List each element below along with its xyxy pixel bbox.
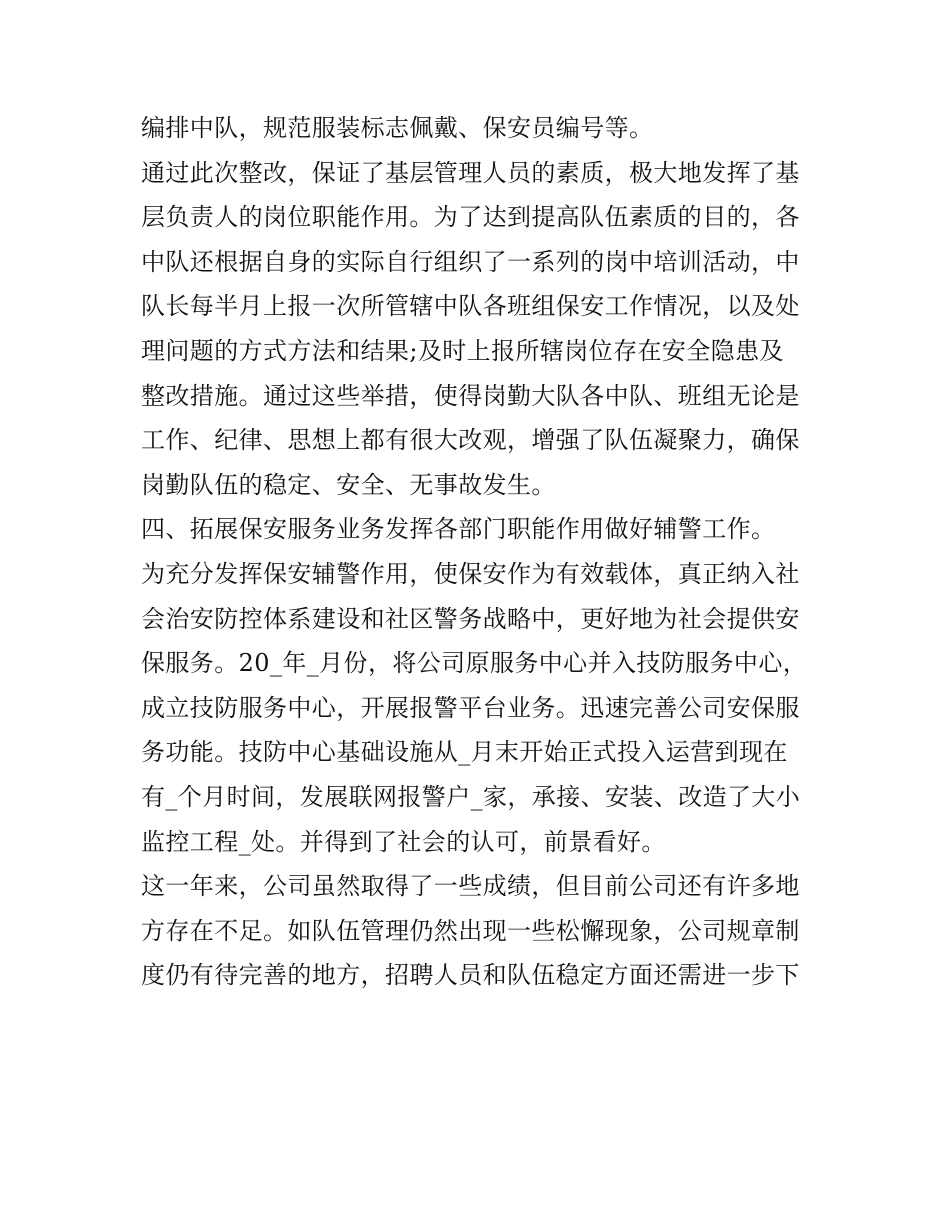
text-line: 层负责人的岗位职能作用。为了达到提高队伍素质的目的，各 xyxy=(141,203,800,232)
document-body xyxy=(141,106,821,998)
text-line: 整改措施。通过这些举措，使得岗勤大队各中队、班组无论是 xyxy=(141,381,800,410)
text-line: 会治安防控体系建设和社区警务战略中，更好地为社会提供安 xyxy=(141,604,800,633)
text-line: 有_个月时间，发展联网报警户_家，承接、安装、改造了大小 xyxy=(141,782,801,811)
text-line: 中队还根据自身的实际自行组织了一系列的岗中培训活动，中 xyxy=(141,247,800,276)
text-line: 成立技防服务中心，开展报警平台业务。迅速完善公司安保服 xyxy=(141,693,800,722)
text-line: 度仍有待完善的地方，招聘人员和队伍稳定方面还需进一步下 xyxy=(141,961,800,990)
text-line: 通过此次整改，保证了基层管理人员的素质，极大地发挥了基 xyxy=(141,158,800,187)
text-line: 保服务。20_年_月份，将公司原服务中心并入技防服务中心， xyxy=(141,649,808,678)
text-line: 编排中队，规范服装标志佩戴、保安员编号等。 xyxy=(141,114,654,142)
text-line: 这一年来，公司虽然取得了一些成绩，但目前公司还有许多地 xyxy=(141,872,800,901)
text-line: 工作、纪律、思想上都有很大改观，增强了队伍凝聚力，确保 xyxy=(141,426,800,455)
text-line: 监控工程_处。并得到了社会的认可，前景看好。 xyxy=(141,827,666,856)
text-line: 务功能。技防中心基础设施从_月末开始正式投入运营到现在 xyxy=(141,738,788,767)
text-line: 队长每半月上报一次所管辖中队各班组保安工作情况，以及处 xyxy=(141,292,800,321)
text-line: 岗勤队伍的稳定、安全、无事故发生。 xyxy=(141,470,556,499)
text-line: 为充分发挥保安辅警作用，使保安作为有效载体，真正纳入社 xyxy=(141,559,800,588)
text-line: 方存在不足。如队伍管理仍然出现一些松懈现象，公司规章制 xyxy=(141,916,800,945)
section-heading: 四、拓展保安服务业务发挥各部门职能作用做好辅警工作。 xyxy=(141,515,776,544)
text-line: 理问题的方式方法和结果;及时上报所辖岗位存在安全隐患及 xyxy=(141,336,784,365)
